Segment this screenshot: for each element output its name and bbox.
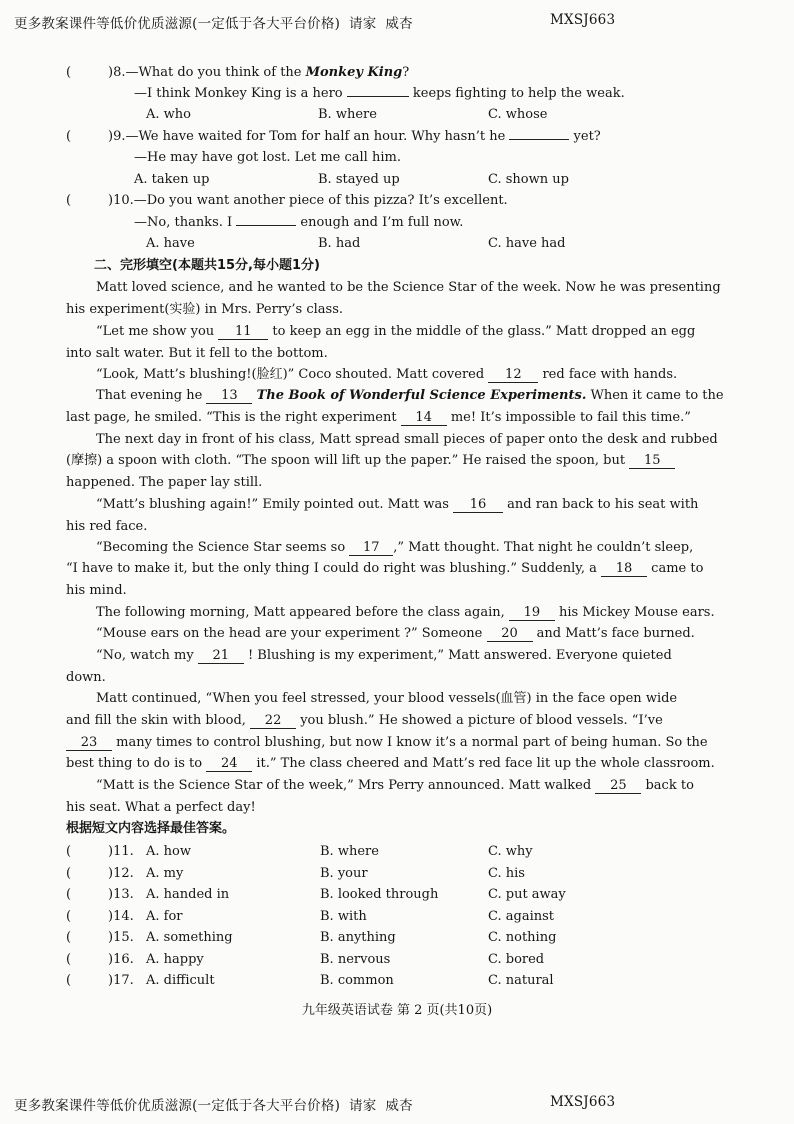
option-a[interactable]: A. something [146, 930, 233, 945]
question-text: ? [402, 65, 410, 80]
passage-text: you blush.” He showed a picture of blood vessels. “I’ve [296, 713, 663, 728]
passage-line [66, 410, 691, 426]
option-c[interactable]: C. bored [488, 952, 545, 967]
question-number: )15. [108, 930, 134, 945]
passage-text: his Mickey Mouse ears. [554, 605, 715, 620]
passage-text: ,” Matt thought. That night he couldn’t sleep, [393, 540, 694, 555]
passage-line [96, 626, 695, 642]
question-10-line2 [134, 215, 463, 231]
passage-line [66, 561, 703, 577]
question-number: )9. [108, 129, 126, 144]
passage-line: happened. The paper lay still. [66, 475, 263, 490]
passage-text: The following morning, Matt appeared before the class again, [96, 605, 509, 620]
bottom-header-text: 更多教案课件等低价优质滋源(一定低于各大平台价格) 请家 威杏 [14, 1098, 413, 1114]
answer-blank[interactable] [236, 225, 296, 226]
option-b[interactable]: B. where [320, 844, 379, 859]
answer-blank[interactable] [347, 96, 409, 97]
bottom-header-code: MXSJ663 [550, 1094, 616, 1110]
option-b[interactable]: B. looked through [320, 887, 439, 902]
answer-paren[interactable]: ( [66, 952, 72, 967]
question-text: yet? [569, 129, 601, 144]
answer-paren: ( [66, 65, 72, 80]
option-b[interactable]: B. nervous [320, 952, 391, 967]
option-c: C. whose [488, 107, 548, 122]
cloze-blank-22[interactable]: 22 [250, 714, 296, 729]
answer-paren[interactable]: ( [66, 930, 72, 945]
question-text: enough and I’m full now. [296, 215, 464, 230]
passage-text: ! Blushing is my experiment,” Matt answered. Everyone quieted [243, 648, 672, 663]
passage-text: (摩擦) a spoon with cloth. “The spoon will lift up the paper.” He raised the spoon, but [66, 453, 630, 468]
passage-text: red face with hands. [538, 367, 678, 382]
option-c: C. have had [488, 236, 566, 251]
option-a[interactable]: A. for [146, 909, 183, 924]
passage-text: and ran back to his seat with [503, 497, 699, 512]
passage-text: back to [641, 778, 694, 793]
passage-line [96, 605, 715, 621]
book-title: The Book of Wonderful Science Experiments. [256, 388, 587, 403]
question-9-line1 [108, 129, 601, 145]
option-c[interactable]: C. natural [488, 973, 554, 988]
cloze-blank-17[interactable]: 17 [349, 541, 393, 556]
option-c[interactable]: C. why [488, 844, 533, 859]
passage-line: into salt water. But it fell to the bottom. [66, 346, 328, 361]
cloze-blank-25[interactable]: 25 [595, 779, 641, 794]
cloze-blank-15[interactable]: 15 [629, 454, 675, 469]
question-number: )10. [108, 193, 134, 208]
option-c[interactable]: C. his [488, 866, 525, 881]
option-a[interactable]: A. happy [146, 952, 204, 967]
passage-line [96, 367, 677, 383]
passage-line [66, 735, 708, 751]
passage-line [96, 497, 698, 513]
question-number: )13. [108, 887, 134, 902]
passage-line [96, 388, 724, 404]
option-c[interactable]: C. against [488, 909, 554, 924]
option-b[interactable]: B. your [320, 866, 368, 881]
passage-line: Matt continued, “When you feel stressed, your blood vessels(血管) in the face open wide [96, 691, 678, 706]
passage-text: “No, watch my [96, 648, 198, 663]
cloze-blank-19[interactable]: 19 [509, 606, 555, 621]
passage-text: “Mouse ears on the head are your experiment ?” Someone [96, 626, 487, 641]
cloze-blank-21[interactable]: 21 [198, 649, 244, 664]
option-b: B. stayed up [318, 172, 400, 187]
passage-text: many times to control blushing, but now I know it’s a normal part of being human. So the [112, 735, 708, 750]
passage-text: and Matt’s face burned. [532, 626, 695, 641]
cloze-blank-18[interactable]: 18 [601, 562, 647, 577]
instruction-text: 根据短文内容选择最佳答案。 [66, 821, 236, 836]
option-c: C. shown up [488, 172, 569, 187]
passage-line [66, 756, 715, 772]
passage-text: best thing to do is to [66, 756, 207, 771]
page-footer: 九年级英语试卷 第 2 页(共10页) [301, 1003, 493, 1018]
passage-text: “Matt is the Science Star of the week,” Mrs Perry announced. Matt walked [96, 778, 596, 793]
passage-line [96, 324, 695, 340]
cloze-blank-23[interactable]: 23 [66, 736, 112, 751]
cloze-blank-13[interactable]: 13 [206, 389, 252, 404]
option-a[interactable]: A. handed in [146, 887, 230, 902]
passage-text: “Matt’s blushing again!” Emily pointed out. Matt was [96, 497, 453, 512]
section-title: 二、完形填空(本题共15分,每小题1分) [94, 258, 320, 273]
question-number: )12. [108, 866, 134, 881]
option-b[interactable]: B. with [320, 909, 367, 924]
option-a[interactable]: A. how [146, 844, 191, 859]
question-text: —Do you want another piece of this pizza? It’s excellent. [133, 193, 508, 208]
option-a: A. have [146, 236, 195, 251]
answer-blank[interactable] [509, 139, 569, 140]
passage-line [96, 540, 693, 556]
passage-line [66, 453, 675, 469]
answer-paren[interactable]: ( [66, 973, 72, 988]
option-b[interactable]: B. anything [320, 930, 396, 945]
cloze-blank-12[interactable]: 12 [488, 368, 538, 383]
answer-paren[interactable]: ( [66, 844, 72, 859]
question-text: —What do you think of the [125, 65, 306, 80]
passage-line [66, 713, 663, 729]
cloze-blank-16[interactable]: 16 [453, 498, 503, 513]
question-9-line2: —He may have got lost. Let me call him. [134, 150, 401, 165]
question-number: )16. [108, 952, 134, 967]
answer-paren[interactable]: ( [66, 887, 72, 902]
option-c[interactable]: C. nothing [488, 930, 557, 945]
option-a[interactable]: A. difficult [146, 973, 215, 988]
passage-text: “Look, Matt’s blushing!(脸红)” Coco shouted. Matt covered [96, 367, 489, 382]
question-number: )14. [108, 909, 134, 924]
passage-line: his mind. [66, 583, 127, 598]
passage-line: The next day in front of his class, Matt spread small pieces of paper onto the desk and rubbed [96, 432, 718, 447]
question-text: —We have waited for Tom for half an hour. Why hasn’t he [125, 129, 510, 144]
passage-text: “I have to make it, but the only thing I could do right was blushing.” Suddenly, a [66, 561, 602, 576]
passage-text: me! It’s impossible to fail this time.” [446, 410, 691, 425]
option-a[interactable]: A. my [146, 866, 184, 881]
question-8-line2 [134, 86, 625, 102]
question-number: )17. [108, 973, 134, 988]
passage-text: When it came to the [586, 388, 724, 403]
question-number: )11. [108, 844, 134, 859]
passage-line [96, 648, 672, 664]
question-text: —I think Monkey King is a hero [134, 86, 347, 101]
question-text: —No, thanks. I [134, 215, 237, 230]
passage-text: it.” The class cheered and Matt’s red face lit up the whole classroom. [252, 756, 715, 771]
passage-line: down. [66, 670, 106, 685]
passage-text: “Becoming the Science Star seems so [96, 540, 350, 555]
passage-text: That evening he [96, 388, 207, 403]
top-header-text: 更多教案课件等低价优质滋源(一定低于各大平台价格) 请家 威杏 [14, 16, 413, 32]
passage-text: last page, he smiled. “This is the right experiment [66, 410, 401, 425]
question-8-line1 [108, 65, 409, 81]
cloze-blank-14[interactable]: 14 [401, 411, 447, 426]
option-a: A. taken up [134, 172, 210, 187]
passage-line: Matt loved science, and he wanted to be the Science Star of the week. Now he was presenting [96, 280, 721, 295]
answer-paren: ( [66, 129, 72, 144]
question-number: )8. [108, 65, 126, 80]
answer-paren[interactable]: ( [66, 909, 72, 924]
option-c[interactable]: C. put away [488, 887, 566, 902]
question-text-emphasis: Monkey King [305, 65, 403, 80]
passage-line: his seat. What a perfect day! [66, 800, 256, 815]
answer-paren[interactable]: ( [66, 866, 72, 881]
cloze-blank-24[interactable]: 24 [206, 757, 252, 772]
answer-paren: ( [66, 193, 72, 208]
passage-line: his red face. [66, 519, 148, 534]
option-b[interactable]: B. common [320, 973, 394, 988]
option-b: B. where [318, 107, 377, 122]
passage-text: “Let me show you [96, 324, 219, 339]
passage-line: his experiment(实验) in Mrs. Perry’s class. [66, 302, 343, 317]
passage-text: to keep an egg in the middle of the glass.” Matt dropped an egg [268, 324, 696, 339]
passage-text: came to [647, 561, 704, 576]
top-header-code: MXSJ663 [550, 12, 616, 28]
question-text: keeps fighting to help the weak. [408, 86, 625, 101]
cloze-blank-20[interactable]: 20 [487, 627, 533, 642]
question-10-line1 [108, 193, 508, 209]
cloze-blank-11[interactable]: 11 [218, 325, 268, 340]
option-b: B. had [318, 236, 361, 251]
option-a: A. who [146, 107, 191, 122]
passage-text: and fill the skin with blood, [66, 713, 251, 728]
passage-line [96, 778, 694, 794]
